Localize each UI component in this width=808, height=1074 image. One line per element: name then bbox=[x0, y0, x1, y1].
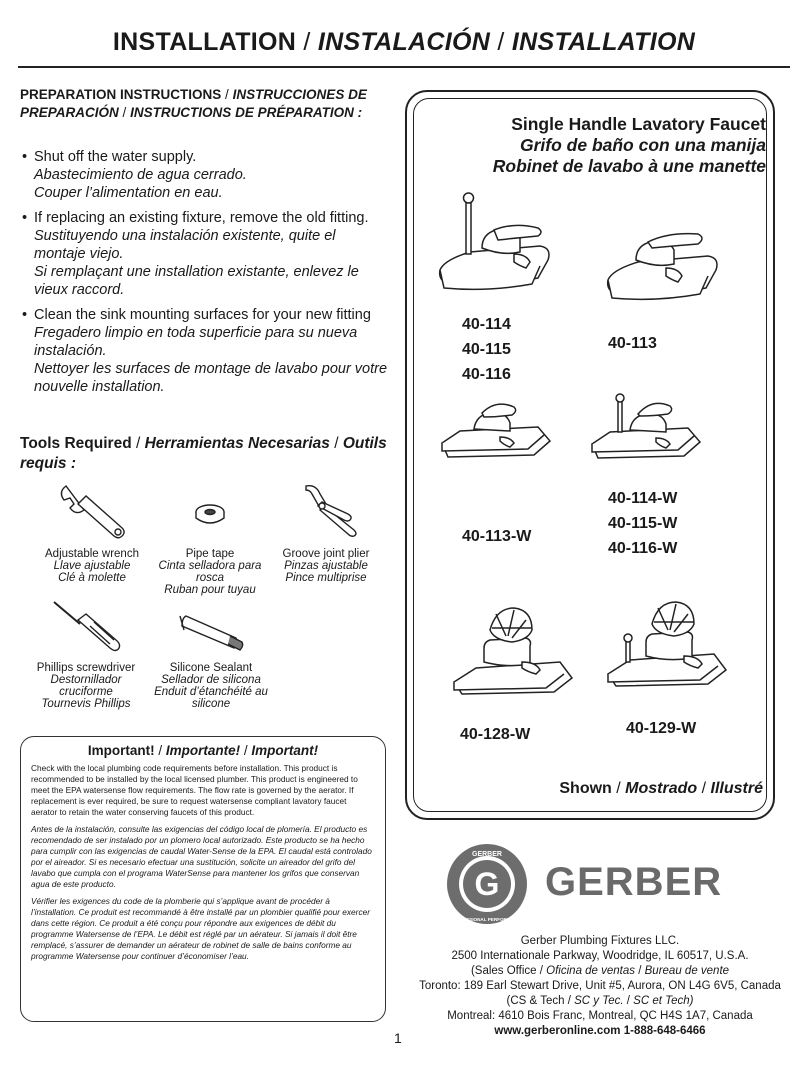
adjustable-wrench-icon bbox=[52, 480, 132, 544]
model-group-a: 40-114 40-115 40-116 bbox=[462, 316, 511, 383]
bullet-icon: • bbox=[22, 149, 28, 165]
title-separator: / bbox=[497, 28, 505, 56]
model-e: 40-128-W bbox=[460, 726, 531, 743]
brand-name: GERBER bbox=[545, 860, 723, 904]
list-item: • Clean the sink mounting surfaces for your new fitting Fregadero limpio en toda superficie para su nueva instalación. Nettoyer les surfaces de montage de lavabo pour votre nouvelle installation. bbox=[22, 307, 388, 395]
faucet-40-113-w-image bbox=[436, 395, 556, 475]
bullet-icon: • bbox=[22, 210, 28, 226]
svg-text:G: G bbox=[474, 866, 500, 902]
important-text-en: Check with the local plumbing code requirements before installation. This product is recommended to be installed by the local licensed plumber. This product is engineered to meet the EPA watersense flow requirements. The flow rate is governed by the aerator. If replacement is ever required, be sure to request watersense compliant lavatory faucet aerator to retain the water conserving faucets of this product. bbox=[31, 763, 358, 817]
svg-text:PROFESSIONAL PERFORMANCE: PROFESSIONAL PERFORMANCE bbox=[450, 917, 524, 922]
faucet-40-128-w-image bbox=[448, 600, 578, 708]
model-group-d: 40-114-W 40-115-W 40-116-W bbox=[608, 490, 678, 557]
model-b: 40-113 bbox=[608, 335, 657, 352]
page-number: 1 bbox=[394, 1030, 402, 1046]
tools-heading: Tools Required / Herramientas Necesarias / Outils requis : bbox=[20, 435, 387, 472]
tool-phillips-screwdriver: Phillips screwdriver Destornillador cruciforme Tournevis Phillips bbox=[24, 596, 148, 710]
important-text-es: Antes de la instalación, consulte las exigencias del código local de plomería. El producto es recomendado de ser instalado por un plomero local autorizado. Este producto se ha hecho para cumplir con las exigencias de caudal Water-Sense de la EPA. El caudal está controlado por el aireador. Si es necesario efectuar una sustitución, solicite un aireador del grifo del lavabo que cumpla con el programa WaterSense para mantener los grifos que conservan agua de este producto. bbox=[31, 824, 372, 889]
page-title bbox=[0, 28, 808, 57]
preparation-heading: PREPARATION INSTRUCTIONS / INSTRUCCIONES DE PREPARACIÓN / INSTRUCTIONS DE PRÉPARATION : bbox=[20, 87, 367, 120]
list-item: • Shut off the water supply. Abastecimiento de agua cerrado. Couper l’alimentation en eau. bbox=[22, 149, 247, 201]
model-c: 40-113-W bbox=[462, 528, 532, 545]
faucet-40-113-image bbox=[600, 222, 730, 314]
tool-groove-joint-plier: Groove joint plier Pinzas ajustable Pince multiprise bbox=[270, 480, 382, 584]
title-divider bbox=[18, 66, 790, 68]
phillips-screwdriver-icon bbox=[46, 596, 126, 658]
tool-silicone-sealant: Silicone Sealant Sellador de silicona Enduit d’étanchéité au silicone bbox=[150, 608, 272, 710]
title-en: INSTALLATION bbox=[112, 28, 297, 56]
groove-joint-plier-icon bbox=[286, 480, 366, 544]
title-separator: / bbox=[303, 28, 311, 56]
important-title: Important! / Importante! / Important! bbox=[87, 743, 319, 758]
title-fr: INSTALLATION bbox=[511, 28, 696, 56]
model-f: 40-129-W bbox=[626, 720, 697, 737]
shown-label: Shown / Mostrado / Illustré bbox=[559, 780, 763, 797]
silicone-sealant-icon bbox=[170, 608, 252, 658]
product-title: Single Handle Lavatory Faucet Grifo de baño con una manija Robinet de lavabo à une manette bbox=[492, 114, 766, 176]
title-es: INSTALACIÓN bbox=[317, 28, 491, 56]
bullet-icon: • bbox=[22, 307, 28, 323]
important-notice bbox=[20, 736, 386, 1022]
gerber-logo bbox=[445, 842, 765, 926]
tool-pipe-tape: Pipe tape Cinta selladora para rosca Ruban pour tuyau bbox=[150, 496, 270, 596]
preparation-list bbox=[20, 148, 390, 403]
faucet-40-129-w-image bbox=[602, 598, 732, 702]
company-address: Gerber Plumbing Fixtures LLC. 2500 Internationale Parkway, Woodridge, IL 60517, U.S.A. (Sales Office / Oficina de ventas / Bureau de vente Toronto: 189 Earl Stewart Drive, Unit #5, Aurora, ON L4G 6V5, Canada (CS & Tech / SC y Tec. / SC et Tech) Montreal: 4610 Bois Franc, Montreal, QC H4S 1A7, Canada www.gerberonline.com 1-888-648-6466 bbox=[400, 934, 800, 1039]
pipe-tape-icon bbox=[190, 496, 230, 544]
faucet-40-114-w-image bbox=[586, 388, 706, 476]
list-item: • If replacing an existing fixture, remove the old fitting. Sustituyendo una instalación existente, quite el montaje viejo. Si remplaçant une installation existante, enlevez le vieux raccord. bbox=[22, 210, 369, 298]
svg-text:GERBER: GERBER bbox=[472, 851, 502, 858]
important-text-fr: Vérifier les exigences du code de la plomberie qui s’applique avant de procéder à l’installation. Ce produit est recommandé à être installé par un plombier qualifié pour exercer dans cette région. Ce produit a été conçu pour répondre aux exigences de débit du programme Watersense de l’EPA. Le débit est réglé par un aérateur. Si jamais il doit être remplacé, s’assurer de demander un aérateur de robinet de salle de bains conforme au programme Watersense pour continuer d’économiser l’eau. bbox=[31, 896, 370, 961]
gerber-seal-icon bbox=[445, 842, 529, 926]
tool-adjustable-wrench: Adjustable wrench Llave ajustable Clé à molette bbox=[30, 480, 154, 584]
faucet-40-114-image bbox=[430, 190, 560, 305]
website-phone[interactable]: www.gerberonline.com 1-888-648-6466 bbox=[494, 1025, 706, 1037]
